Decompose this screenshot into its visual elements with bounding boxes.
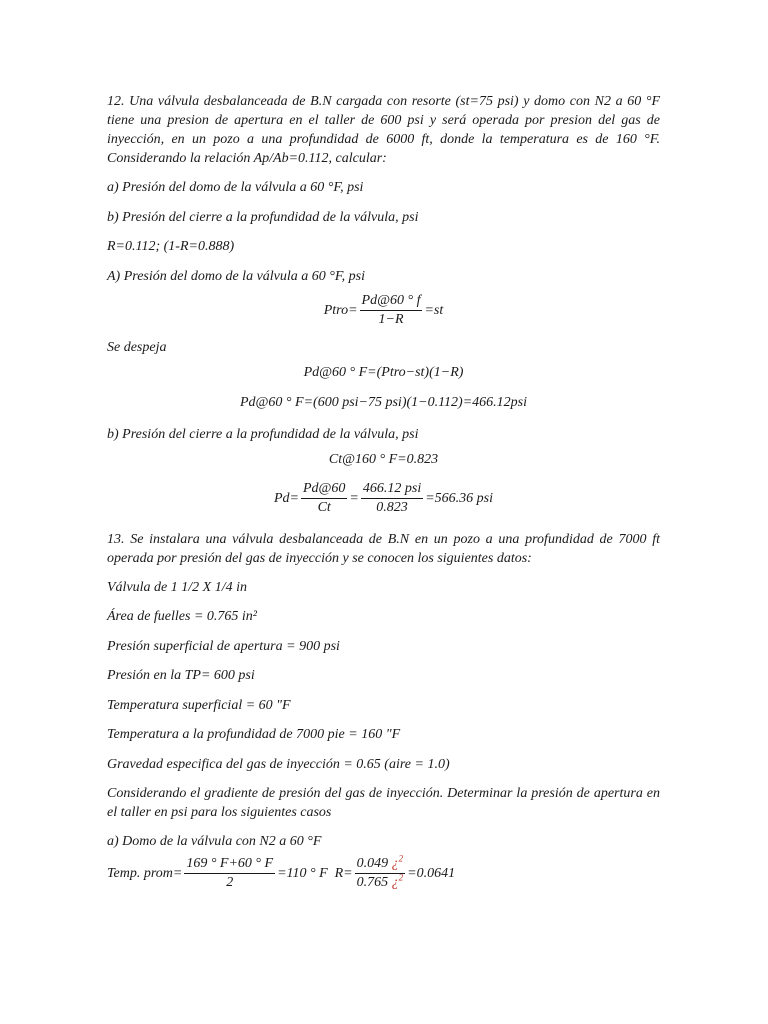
data-line-gas-gravity: Gravedad especifica del gas de inyección = 0.65 (aire = 1.0) xyxy=(107,756,450,772)
eq6-rhs: =0.0641 xyxy=(407,865,456,881)
eq2-text: Pd@60 ° F=(Ptro−st)(1−R) xyxy=(303,365,464,380)
section-a-heading: A) Presión del domo de la válvula a 60 °F, psi xyxy=(107,268,365,284)
data-line-valve: Válvula de 1 1/2 X 1/4 in xyxy=(107,579,247,595)
equation-ct xyxy=(107,448,660,472)
eq6-num2-value: 0.049 xyxy=(356,855,389,871)
equation-pd-formula xyxy=(107,361,660,385)
data-line-surface-pressure: Presión superficial de apertura = 900 psi xyxy=(107,638,340,654)
ratio-line: R=0.112; (1-R=0.888) xyxy=(107,239,235,254)
problem-13-statement: 13. Se instalara una válvula desbalanceada de B.N en un pozo a una profundidad de 7000 ft operada por presión del gas de inyección y se conocen los siguientes datos: xyxy=(107,531,660,566)
problem-13-considering: Considerando el gradiente de presión del gas de inyección. Determinar la presión de apertura en el taller en psi para los siguientes casos xyxy=(107,786,660,820)
eq6-fraction-2 xyxy=(355,852,406,891)
equation-ptro xyxy=(107,290,660,332)
problem-12-statement: 12. Una válvula desbalanceada de B.N cargada con resorte (st=75 psi) y domo con N2 a 60 °F tiene una presion de apertura en el taller de 600 psi y será operada por presion del gas de inyección, en un pozo a una profundidad de 6000 ft, donde la temperatura es de 160 °F. Considerando la relación Ap/Ab=0.112, calcular: xyxy=(107,94,660,166)
eq5-denominator-1: Ct xyxy=(317,500,331,515)
eq6-lhs: Temp. prom= xyxy=(107,865,183,881)
eq6-numerator-2 xyxy=(355,852,406,874)
eq1-lhs: Ptro= xyxy=(323,303,358,318)
data-line-bellows-area: Área de fuelles = 0.765 in² xyxy=(107,609,257,624)
eq6-fraction-1 xyxy=(184,856,275,891)
eq6-numerator-1: 169 ° F+60 ° F xyxy=(184,856,275,874)
equation-pd-value xyxy=(107,391,660,415)
problem-13-case-a: a) Domo de la válvula con N2 a 60 °F xyxy=(107,834,322,849)
equation-pd-result xyxy=(107,478,660,520)
se-despeja: Se despeja xyxy=(107,339,167,355)
eq5-fraction-2 xyxy=(361,481,423,516)
eq6-den2-sup: 2 xyxy=(398,871,404,882)
eq5-rhs: =566.36 psi xyxy=(425,491,494,506)
eq6-num2-sup: 2 xyxy=(398,852,404,863)
eq1-rhs: =st xyxy=(424,303,444,318)
eq1-fraction xyxy=(360,293,423,328)
problem-12-item-b: b) Presión del cierre a la profundidad de la válvula, psi xyxy=(107,209,419,225)
eq4-text: Ct@160 ° F=0.823 xyxy=(328,452,439,467)
eq5-fraction-1 xyxy=(301,481,347,516)
eq6-mid: =110 ° F R= xyxy=(277,865,353,881)
eq3-unit: psi xyxy=(510,395,527,410)
eq6-denominator-2 xyxy=(355,871,406,891)
eq5-denominator-2: 0.823 xyxy=(376,500,408,515)
document-page xyxy=(107,92,660,895)
eq5-equals: = xyxy=(349,491,359,506)
eq5-numerator-1: Pd@60 xyxy=(301,481,347,499)
problem-12-item-a: a) Presión del domo de la válvula a 60 °F, psi xyxy=(107,180,364,195)
data-line-depth-temp: Temperatura a la profundidad de 7000 pie = 160 "F xyxy=(107,727,401,742)
section-b-heading: b) Presión del cierre a la profundidad de la válvula, psi xyxy=(107,426,419,442)
equation-temp-prom xyxy=(107,851,660,895)
eq1-numerator: Pd@60 ° f xyxy=(360,293,423,311)
eq3-text: Pd@60 ° F=(600 psi−75 psi)(1−0.112)=466.12 xyxy=(240,395,511,410)
eq5-lhs: Pd= xyxy=(273,491,299,506)
data-line-surface-temp: Temperatura superficial = 60 "F xyxy=(107,697,291,713)
eq5-numerator-2: 466.12 psi xyxy=(361,481,423,499)
eq6-den2-glyph: ¿ xyxy=(391,874,399,890)
eq6-den2-value: 0.765 xyxy=(356,874,389,890)
eq6-denominator-1: 2 xyxy=(226,874,234,890)
eq6-num2-glyph: ¿ xyxy=(391,855,399,871)
eq1-denominator: 1−R xyxy=(378,312,404,327)
data-line-tp-pressure: Presión en la TP= 600 psi xyxy=(107,668,255,683)
